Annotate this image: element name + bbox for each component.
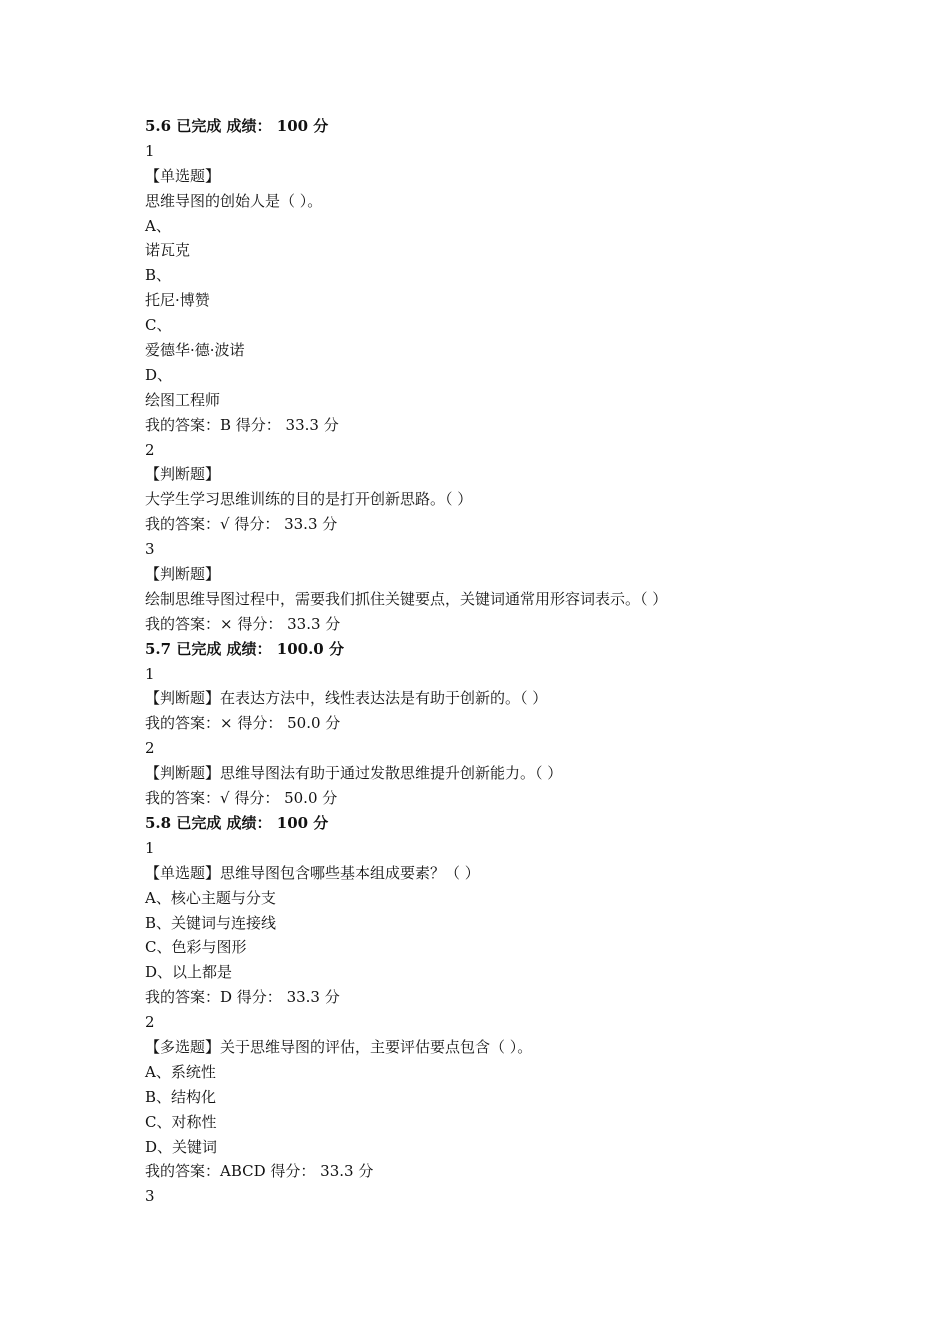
text-line: 1: [145, 141, 155, 160]
text-line: D、: [145, 365, 173, 384]
text-line: 我的答案：√ 得分： 50.0 分: [145, 789, 338, 808]
text-line: 思维导图的创始人是（ ）。: [145, 191, 323, 210]
text-line: 托尼·博赞: [145, 291, 210, 310]
text-line: 【单选题】思维导图包含哪些基本组成要素？（ ）: [145, 863, 480, 882]
text-line: A、核心主题与分支: [145, 888, 276, 907]
text-line: 1: [145, 838, 155, 857]
section-heading: 5.8 已完成 成绩： 100 分: [145, 813, 329, 832]
text-line: B、关键词与连接线: [145, 913, 277, 932]
text-line: 2: [145, 1013, 155, 1032]
text-line: 【单选题】: [145, 166, 221, 185]
text-line: 诺瓦克: [145, 241, 191, 260]
text-line: A、系统性: [145, 1062, 216, 1081]
text-line: 我的答案：D 得分： 33.3 分: [145, 988, 340, 1007]
section-heading: 5.7 已完成 成绩： 100.0 分: [145, 639, 344, 658]
text-line: 1: [145, 664, 155, 683]
text-line: 我的答案：× 得分： 33.3 分: [145, 614, 341, 633]
text-line: 【判断题】思维导图法有助于通过发散思维提升创新能力。（ ）: [145, 764, 563, 783]
text-line: 【多选题】关于思维导图的评估，主要评估要点包含（ ）。: [145, 1037, 533, 1056]
text-line: 【判断题】在表达方法中，线性表达法是有助于创新的。（ ）: [145, 689, 548, 708]
text-line: 我的答案：B 得分： 33.3 分: [145, 415, 339, 434]
text-line: 2: [145, 440, 155, 459]
text-line: C、对称性: [145, 1112, 217, 1131]
text-line: C、色彩与图形: [145, 938, 247, 957]
text-line: B、: [145, 266, 172, 285]
text-line: D、以上都是: [145, 963, 233, 982]
text-line: 【判断题】: [145, 465, 221, 484]
text-line: D、关键词: [145, 1137, 218, 1156]
text-line: 绘制思维导图过程中，需要我们抓住关键要点，关键词通常用形容词表示。（ ）: [145, 589, 668, 608]
text-line: A、: [145, 216, 171, 235]
section-heading: 5.6 已完成 成绩： 100 分: [145, 117, 329, 135]
text-line: 绘图工程师: [145, 390, 221, 409]
text-line: 3: [145, 540, 155, 559]
text-line: 我的答案：× 得分： 50.0 分: [145, 714, 341, 733]
text-line: C、: [145, 316, 172, 335]
text-line: 2: [145, 739, 155, 758]
document-page: [145, 114, 905, 1209]
text-line: 我的答案：√ 得分： 33.3 分: [145, 515, 338, 534]
text-line: 3: [145, 1187, 155, 1206]
text-line: 我的答案：ABCD 得分： 33.3 分: [145, 1162, 374, 1181]
text-line: 大学生学习思维训练的目的是打开创新思路。（ ）: [145, 490, 473, 509]
text-line: 爱德华·德·波诺: [145, 341, 245, 360]
text-line: B、结构化: [145, 1087, 217, 1106]
text-line: 【判断题】: [145, 565, 221, 584]
